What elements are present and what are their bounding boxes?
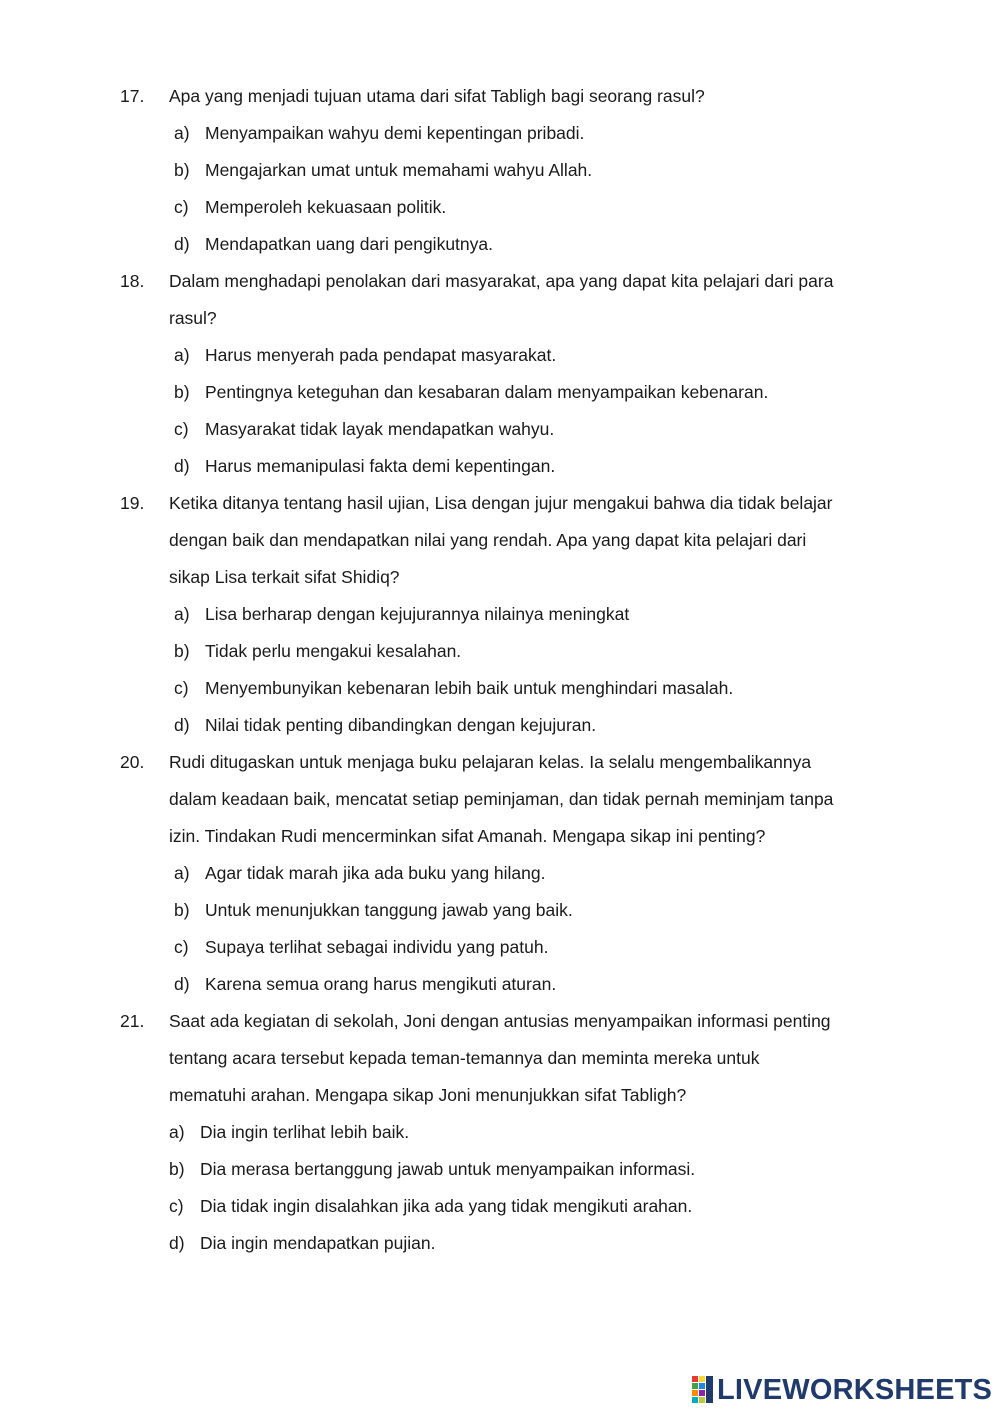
- option-text: Tidak perlu mengakui kesalahan.: [205, 641, 462, 661]
- option-label: b): [174, 160, 190, 180]
- option-label: d): [169, 1233, 185, 1253]
- question-number: 18.: [120, 271, 145, 291]
- liveworksheets-logo-text: LIVEWORKSHEETS: [717, 1374, 993, 1406]
- question-21-continued: [0, 1077, 1000, 1114]
- option-18a[interactable]: [0, 337, 1000, 374]
- option-label: c): [174, 197, 189, 217]
- option-text: Dia ingin mendapatkan pujian.: [200, 1233, 436, 1253]
- question-19-continued: [0, 559, 1000, 596]
- question-text: rasul?: [169, 308, 217, 328]
- option-text: Untuk menunjukkan tanggung jawab yang baik.: [205, 900, 573, 920]
- option-19c[interactable]: [0, 670, 1000, 707]
- question-21: [0, 1003, 1000, 1040]
- option-text: Mendapatkan uang dari pengikutnya.: [205, 234, 493, 254]
- question-20-continued: [0, 781, 1000, 818]
- worksheet-page: [0, 78, 1000, 1262]
- option-text: Dia ingin terlihat lebih baik.: [200, 1122, 410, 1142]
- question-number: 21.: [120, 1011, 145, 1031]
- option-label: c): [174, 937, 189, 957]
- option-18b[interactable]: [0, 374, 1000, 411]
- option-text: Nilai tidak penting dibandingkan dengan kejujuran.: [205, 715, 597, 735]
- question-text: izin. Tindakan Rudi mencerminkan sifat Amanah. Mengapa sikap ini penting?: [169, 826, 766, 846]
- option-label: c): [174, 678, 189, 698]
- option-17c[interactable]: [0, 189, 1000, 226]
- option-17b[interactable]: [0, 152, 1000, 189]
- option-text: Menyembunyikan kebenaran lebih baik untuk menghindari masalah.: [205, 678, 734, 698]
- option-text: Dia tidak ingin disalahkan jika ada yang tidak mengikuti arahan.: [200, 1196, 693, 1216]
- option-label: a): [169, 1122, 185, 1142]
- option-21b[interactable]: [0, 1151, 1000, 1188]
- question-19-continued: [0, 522, 1000, 559]
- question-20-continued: [0, 818, 1000, 855]
- liveworksheets-logo-icon: [692, 1376, 714, 1404]
- option-text: Supaya terlihat sebagai individu yang patuh.: [205, 937, 549, 957]
- option-21a[interactable]: [0, 1114, 1000, 1151]
- option-text: Masyarakat tidak layak mendapatkan wahyu.: [205, 419, 555, 439]
- question-18: [0, 263, 1000, 300]
- option-text: Dia merasa bertanggung jawab untuk menyampaikan informasi.: [200, 1159, 696, 1179]
- option-17d[interactable]: [0, 226, 1000, 263]
- question-text: Saat ada kegiatan di sekolah, Joni dengan antusias menyampaikan informasi penting: [169, 1011, 831, 1031]
- option-label: a): [174, 863, 190, 883]
- question-text: dalam keadaan baik, mencatat setiap peminjaman, dan tidak pernah meminjam tanpa: [169, 789, 834, 809]
- option-text: Pentingnya keteguhan dan kesabaran dalam menyampaikan kebenaran.: [205, 382, 769, 402]
- option-20a[interactable]: [0, 855, 1000, 892]
- option-label: d): [174, 974, 190, 994]
- question-number: 20.: [120, 752, 145, 772]
- option-text: Menyampaikan wahyu demi kepentingan pribadi.: [205, 123, 585, 143]
- option-21c[interactable]: [0, 1188, 1000, 1225]
- liveworksheets-logo[interactable]: [692, 1374, 992, 1406]
- question-text: sikap Lisa terkait sifat Shidiq?: [169, 567, 400, 587]
- option-20c[interactable]: [0, 929, 1000, 966]
- option-18d[interactable]: [0, 448, 1000, 485]
- question-number: 17.: [120, 86, 145, 106]
- option-label: d): [174, 456, 190, 476]
- option-label: c): [174, 419, 189, 439]
- question-text: Rudi ditugaskan untuk menjaga buku pelajaran kelas. Ia selalu mengembalikannya: [169, 752, 812, 772]
- question-text: Dalam menghadapi penolakan dari masyarakat, apa yang dapat kita pelajari dari para: [169, 271, 834, 291]
- option-text: Karena semua orang harus mengikuti aturan.: [205, 974, 557, 994]
- option-label: b): [174, 382, 190, 402]
- question-text: Apa yang menjadi tujuan utama dari sifat Tabligh bagi seorang rasul?: [169, 86, 705, 106]
- option-label: a): [174, 123, 190, 143]
- option-text: Harus memanipulasi fakta demi kepentingan.: [205, 456, 556, 476]
- option-label: c): [169, 1196, 184, 1216]
- question-text: dengan baik dan mendapatkan nilai yang rendah. Apa yang dapat kita pelajari dari: [169, 530, 807, 550]
- option-label: b): [174, 641, 190, 661]
- option-17a[interactable]: [0, 115, 1000, 152]
- option-20b[interactable]: [0, 892, 1000, 929]
- option-19b[interactable]: [0, 633, 1000, 670]
- option-21d[interactable]: [0, 1225, 1000, 1262]
- option-text: Mengajarkan umat untuk memahami wahyu Allah.: [205, 160, 593, 180]
- option-text: Lisa berharap dengan kejujurannya nilainya meningkat: [205, 604, 630, 624]
- option-label: d): [174, 715, 190, 735]
- question-18-continued: [0, 300, 1000, 337]
- question-19: [0, 485, 1000, 522]
- option-text: Agar tidak marah jika ada buku yang hilang.: [205, 863, 546, 883]
- question-text: Ketika ditanya tentang hasil ujian, Lisa dengan jujur mengakui bahwa dia tidak belajar: [169, 493, 833, 513]
- question-number: 19.: [120, 493, 145, 513]
- question-text: mematuhi arahan. Mengapa sikap Joni menunjukkan sifat Tabligh?: [169, 1085, 687, 1105]
- question-20: [0, 744, 1000, 781]
- option-18c[interactable]: [0, 411, 1000, 448]
- question-text: tentang acara tersebut kepada teman-temannya dan meminta mereka untuk: [169, 1048, 760, 1068]
- option-20d[interactable]: [0, 966, 1000, 1003]
- option-19d[interactable]: [0, 707, 1000, 744]
- question-21-continued: [0, 1040, 1000, 1077]
- option-label: b): [174, 900, 190, 920]
- option-19a[interactable]: [0, 596, 1000, 633]
- option-label: a): [174, 604, 190, 624]
- option-label: a): [174, 345, 190, 365]
- question-17: [0, 78, 1000, 115]
- option-text: Harus menyerah pada pendapat masyarakat.: [205, 345, 557, 365]
- option-text: Memperoleh kekuasaan politik.: [205, 197, 447, 217]
- option-label: b): [169, 1159, 185, 1179]
- option-label: d): [174, 234, 190, 254]
